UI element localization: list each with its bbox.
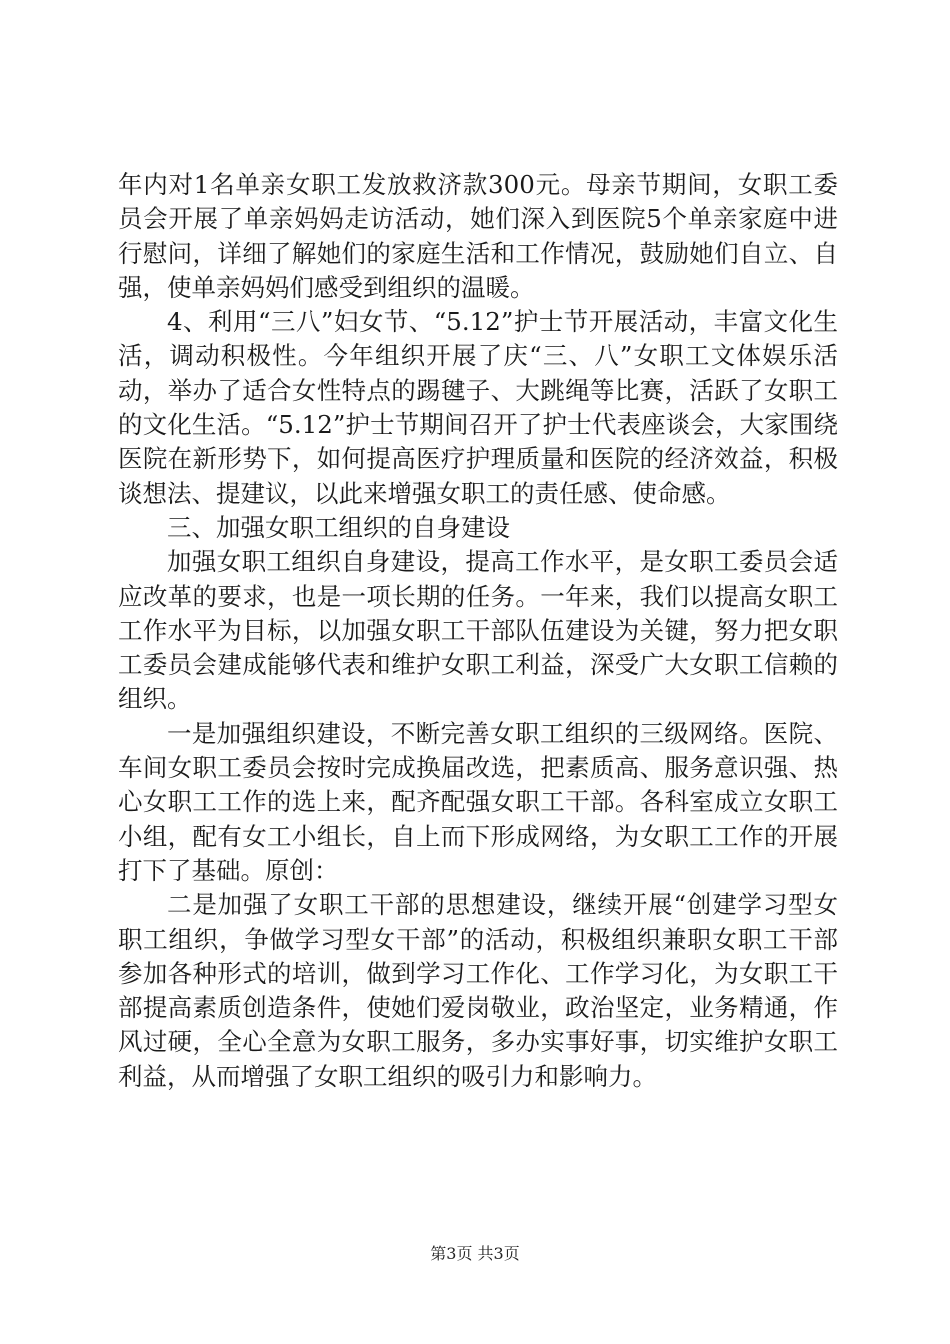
paragraph-ideological-building: 二是加强了女职工干部的思想建设，继续开展“创建学习型女职工组织，争做学习型女干部”的活动，积极组织兼职女职工干部参加各种形式的培训，做到学习工作化、工作学习化，为女职工干部提高素质创造条件，使她们爱岗敬业，政治坚定，业务精通，作风过硬，全心全意为女职工服务，多办实事好事，切实维护女职工利益，从而增强了女职工组织的吸引力和影响力。	[118, 890, 838, 1091]
paragraph-item-4: 4、利用“三八”妇女节、“5.12”护士节开展活动，丰富文化生活，调动积极性。今年组织开展了庆“三、八”女职工文体娱乐活动，举办了适合女性特点的踢毽子、大跳绳等比赛，活跃了女职工的文化生活。“5.12”护士节期间召开了护士代表座谈会，大家围绕医院在新形势下，如何提高医疗护理质量和医院的经济效益，积极谈想法、提建议，以此来增强女职工的责任感、使命感。	[118, 307, 838, 508]
document-body	[118, 168, 838, 1094]
page-footer: 第3页 共3页	[430, 1244, 520, 1263]
paragraph-continuation: 年内对1名单亲女职工发放救济款300元。母亲节期间，女职工委员会开展了单亲妈妈走访活动，她们深入到医院5个单亲家庭中进行慰问，详细了解她们的家庭生活和工作情况，鼓励她们自立、自强，使单亲妈妈们感受到组织的温暖。	[118, 170, 838, 302]
paragraph-self-building: 加强女职工组织自身建设，提高工作水平，是女职工委员会适应改革的要求，也是一项长期的任务。一年来，我们以提高女职工工作水平为目标，以加强女职工干部队伍建设为关键，努力把女职工委员会建成能够代表和维护女职工利益，深受广大女职工信赖的组织。	[118, 547, 838, 714]
paragraph-organization-building: 一是加强组织建设，不断完善女职工组织的三级网络。医院、车间女职工委员会按时完成换届改选，把素质高、服务意识强、热心女职工工作的选上来，配齐配强女职工干部。各科室成立女职工小组，配有女工小组长，自上而下形成网络，为女职工工作的开展打下了基础。原创：	[118, 718, 838, 885]
section-heading-3: 三、加强女职工组织的自身建设	[167, 512, 510, 542]
